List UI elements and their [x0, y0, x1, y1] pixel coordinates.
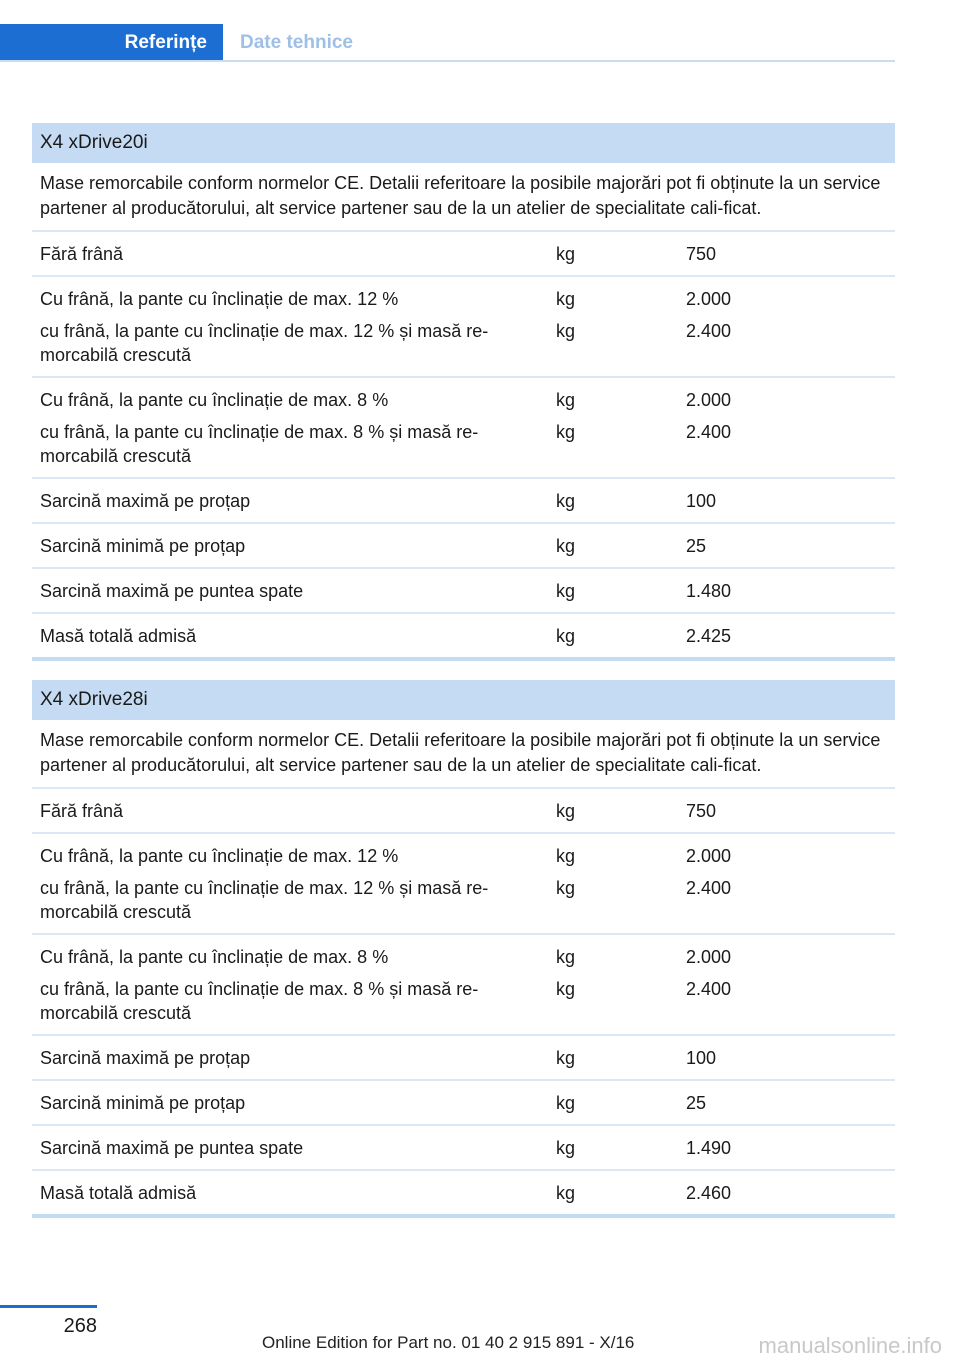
row-unit-cell [548, 242, 676, 266]
row-unit: kg [556, 289, 576, 309]
table-row [32, 378, 895, 479]
table-row [32, 1081, 895, 1126]
row-value-cell [676, 624, 895, 648]
row-unit-cell [548, 489, 676, 513]
row-label: Masă totală admisă [40, 1183, 197, 1203]
row-value: 25 [686, 1093, 707, 1113]
table-note: Mase remorcabile conform normelor CE. Detalii referitoare la posibile majorări pot fi obținute la un service partener al producătorului, alt service partener sau de la un atelier de specialitate cali-ficat. [32, 163, 895, 232]
row-unit-cell [548, 534, 676, 558]
row-value: 2.425 [686, 626, 732, 646]
row-value-cell [676, 489, 895, 513]
row-value: 2.400 [686, 321, 732, 341]
row-value: 2.400 [686, 878, 732, 898]
row-value: 1.480 [686, 581, 732, 601]
row-label-cell [32, 1046, 548, 1070]
header-divider [0, 60, 895, 62]
row-unit: kg [556, 626, 576, 646]
page-number-rule [0, 1305, 97, 1308]
row-value: 2.000 [686, 289, 732, 309]
row-label-cell [32, 945, 548, 1025]
row-unit: kg [556, 1183, 576, 1203]
table-row [32, 1126, 895, 1171]
table-row [32, 1036, 895, 1081]
row-unit: kg [556, 801, 576, 821]
row-value-cell [676, 1136, 895, 1160]
row-label: Cu frână, la pante cu înclinație de max. 8 % [40, 947, 389, 967]
row-value-cell [676, 579, 895, 603]
table-row [32, 834, 895, 935]
row-label: cu frână, la pante cu înclinație de max. 12 % și masă re-morcabilă crescută [40, 321, 489, 365]
row-value-cell [676, 287, 895, 367]
row-value-cell [676, 1046, 895, 1070]
row-label-cell [32, 844, 548, 924]
table-row [32, 1171, 895, 1218]
row-unit: kg [556, 536, 576, 556]
tab-date-tehnice[interactable]: Date tehnice [240, 32, 353, 53]
row-label: Cu frână, la pante cu înclinație de max. 12 % [40, 289, 399, 309]
row-value-cell [676, 388, 895, 468]
row-unit-cell [548, 287, 676, 367]
table-row [32, 789, 895, 834]
row-unit: kg [556, 846, 576, 866]
row-value: 2.000 [686, 846, 732, 866]
row-unit-cell [548, 1136, 676, 1160]
row-unit: kg [556, 1093, 576, 1113]
page-number: 268 [63, 1315, 97, 1337]
row-unit: kg [556, 581, 576, 601]
row-value: 2.000 [686, 390, 732, 410]
row-label-cell [32, 1136, 548, 1160]
row-label-cell [32, 534, 548, 558]
row-label-cell [32, 579, 548, 603]
row-unit: kg [556, 1048, 576, 1068]
row-label: cu frână, la pante cu înclinație de max. 8 % și masă re-morcabilă crescută [40, 422, 479, 466]
row-label: Cu frână, la pante cu înclinație de max. 12 % [40, 846, 399, 866]
row-value-cell [676, 799, 895, 823]
table-row [32, 479, 895, 524]
row-unit-cell [548, 579, 676, 603]
row-value: 750 [686, 244, 717, 264]
row-unit-cell [548, 1091, 676, 1115]
row-label: cu frână, la pante cu înclinație de max. 12 % și masă re-morcabilă crescută [40, 878, 489, 922]
table-row [32, 277, 895, 378]
row-label: cu frână, la pante cu înclinație de max. 8 % și masă re-morcabilă crescută [40, 979, 479, 1023]
top-navigation [0, 24, 895, 62]
row-label: Fără frână [40, 801, 124, 821]
row-label: Sarcină minimă pe proțap [40, 1093, 246, 1113]
row-unit: kg [556, 422, 576, 442]
row-value: 2.000 [686, 947, 732, 967]
row-label-cell [32, 242, 548, 266]
row-label: Sarcină maximă pe puntea spate [40, 581, 304, 601]
row-value: 750 [686, 801, 717, 821]
row-unit-cell [548, 799, 676, 823]
table-row [32, 569, 895, 614]
table-row [32, 232, 895, 277]
row-value: 2.400 [686, 979, 732, 999]
row-value: 100 [686, 1048, 717, 1068]
row-label-cell [32, 1091, 548, 1115]
row-label: Fără frână [40, 244, 124, 264]
row-unit-cell [548, 1181, 676, 1205]
row-label: Sarcină maximă pe proțap [40, 1048, 251, 1068]
row-value-cell [676, 1181, 895, 1205]
row-unit: kg [556, 1138, 576, 1158]
row-value: 100 [686, 491, 717, 511]
row-unit: kg [556, 321, 576, 341]
row-unit-cell [548, 624, 676, 648]
row-value-cell [676, 534, 895, 558]
row-unit: kg [556, 491, 576, 511]
row-label: Sarcină maximă pe puntea spate [40, 1138, 304, 1158]
table-row [32, 614, 895, 661]
row-label: Sarcină maximă pe proțap [40, 491, 251, 511]
row-unit-cell [548, 1046, 676, 1070]
row-unit: kg [556, 390, 576, 410]
table-row [32, 935, 895, 1036]
spec-table-xdrive28i [32, 680, 895, 1218]
row-unit-cell [548, 844, 676, 924]
row-value: 25 [686, 536, 707, 556]
table-row [32, 524, 895, 569]
row-unit: kg [556, 979, 576, 999]
spec-table-xdrive20i [32, 123, 895, 661]
row-label-cell [32, 489, 548, 513]
row-value-cell [676, 844, 895, 924]
table-rows [32, 232, 895, 661]
row-unit-cell [548, 945, 676, 1025]
row-value: 2.400 [686, 422, 732, 442]
table-rows [32, 789, 895, 1218]
row-label-cell [32, 799, 548, 823]
row-label-cell [32, 388, 548, 468]
row-unit: kg [556, 947, 576, 967]
table-title: X4 xDrive20i [32, 123, 895, 163]
row-label-cell [32, 287, 548, 367]
row-value-cell [676, 1091, 895, 1115]
row-value-cell [676, 945, 895, 1025]
row-label: Sarcină minimă pe proțap [40, 536, 246, 556]
watermark-logo: manualsonline.info [758, 1333, 942, 1358]
row-unit-cell [548, 388, 676, 468]
row-value: 2.460 [686, 1183, 732, 1203]
row-value: 1.490 [686, 1138, 732, 1158]
row-value-cell [676, 242, 895, 266]
table-note: Mase remorcabile conform normelor CE. Detalii referitoare la posibile majorări pot fi obținute la un service partener al producătorului, alt service partener sau de la un atelier de specialitate cali-ficat. [32, 720, 895, 789]
row-label: Cu frână, la pante cu înclinație de max. 8 % [40, 390, 389, 410]
table-title: X4 xDrive28i [32, 680, 895, 720]
row-label: Masă totală admisă [40, 626, 197, 646]
row-label-cell [32, 1181, 548, 1205]
row-label-cell [32, 624, 548, 648]
footer-edition-text: Online Edition for Part no. 01 40 2 915 891 - X/16 [262, 1333, 635, 1352]
row-unit: kg [556, 878, 576, 898]
tab-referinte[interactable]: Referințe [0, 24, 223, 62]
row-unit: kg [556, 244, 576, 264]
